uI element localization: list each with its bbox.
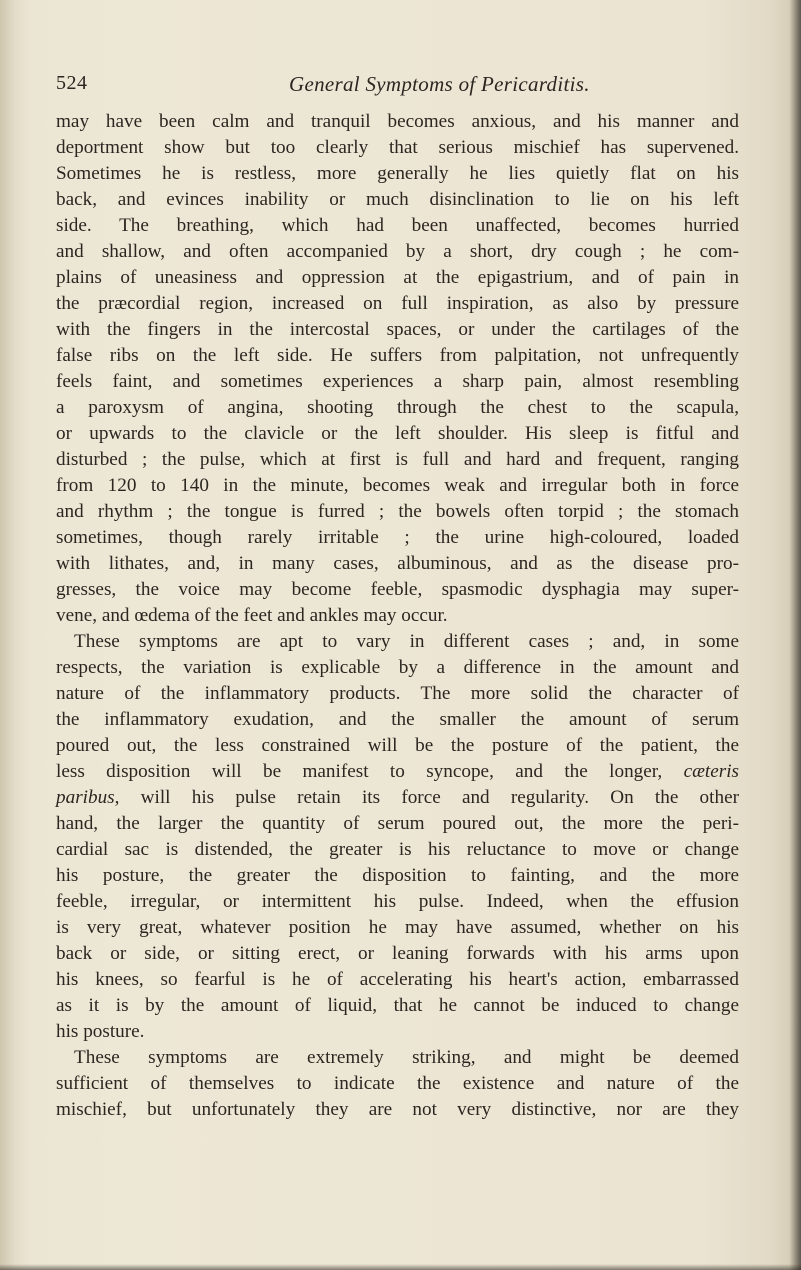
line-text: his posture. [56, 1021, 145, 1042]
line-text: and shallow, and often accompanied by a short, dry cough ; he com- [56, 241, 739, 262]
line-text: sufficient of themselves to indicate the existence and nature of the [56, 1073, 739, 1094]
text-line [56, 135, 739, 161]
text-line [56, 811, 739, 837]
text-line [56, 369, 739, 395]
line-text: is very great, whatever position he may have assumed, whether on his [56, 917, 739, 938]
text-line [56, 447, 739, 473]
line-text: sometimes, though rarely irritable ; the urine high-coloured, loaded [56, 527, 739, 548]
line-text: the inflammatory exudation, and the smaller the amount of serum [56, 709, 739, 730]
body-text [56, 109, 739, 1123]
line-text: vene, and œdema of the feet and ankles may occur. [56, 605, 448, 626]
line-text: disturbed ; the pulse, which at first is full and hard and frequent, ranging [56, 449, 739, 470]
line-text: may have been calm and tranquil becomes anxious, and his manner and [56, 111, 739, 132]
line-text: mischief, but unfortunately they are not very distinctive, nor are they [56, 1099, 739, 1120]
line-text: as it is by the amount of liquid, that he cannot be induced to change [56, 995, 739, 1016]
line-text: These symptoms are extremely striking, and might be deemed [74, 1047, 739, 1068]
text-line [56, 551, 739, 577]
line-text: nature of the inflammatory products. The more solid the character of [56, 683, 739, 704]
line-text: false ribs on the left side. He suffers from palpitation, not unfrequently [56, 345, 739, 366]
line-text: poured out, the less constrained will be the posture of the patient, the [56, 735, 739, 756]
text-line [56, 1097, 739, 1123]
text-line [56, 577, 739, 603]
line-text: These symptoms are apt to vary in different cases ; and, in some [74, 631, 739, 652]
text-line [56, 707, 739, 733]
line-text: feeble, irregular, or intermittent his pulse. Indeed, when the effusion [56, 891, 739, 912]
page-header [56, 72, 736, 102]
page-bottom-shadow [0, 1264, 801, 1270]
text-line [56, 161, 739, 187]
line-text: his knees, so fearful is he of accelerating his heart's action, embarrassed [56, 969, 739, 990]
line-text: or upwards to the clavicle or the left shoulder. His sleep is fitful and [56, 423, 739, 444]
line-text: from 120 to 140 in the minute, becomes weak and irregular both in force [56, 475, 739, 496]
line-text: his posture, the greater the disposition to fainting, and the more [56, 865, 739, 886]
text-line [56, 317, 739, 343]
line-text: less disposition will be manifest to syncope, and the longer, [56, 761, 663, 782]
line-text: plains of uneasiness and oppression at the epigastrium, and of pain in [56, 267, 739, 288]
text-line [56, 759, 739, 785]
text-line [56, 109, 739, 135]
line-text: respects, the variation is explicable by a difference in the amount and [56, 657, 739, 678]
text-line [56, 343, 739, 369]
text-line [56, 291, 739, 317]
text-line [56, 603, 739, 629]
text-line [56, 629, 739, 655]
text-line [56, 395, 739, 421]
page-right-edge [789, 0, 801, 1270]
text-line [56, 1071, 739, 1097]
line-text: side. The breathing, which had been unaffected, becomes hurried [56, 215, 739, 236]
italic-phrase: paribus [56, 787, 115, 808]
text-line [56, 915, 739, 941]
line-text: Sometimes he is restless, more generally he lies quietly flat on his [56, 163, 739, 184]
page-left-edge [0, 0, 14, 1270]
text-line [56, 499, 739, 525]
line-text: with lithates, and, in many cases, albuminous, and as the disease pro- [56, 553, 739, 574]
line-text: , will his pulse retain its force and regularity. On the other [114, 787, 739, 808]
text-line [56, 187, 739, 213]
line-text: gresses, the voice may become feeble, spasmodic dysphagia may super- [56, 579, 739, 600]
text-line [56, 889, 739, 915]
text-line [56, 1045, 739, 1071]
running-title: General Symptoms of Pericarditis. [289, 72, 590, 96]
line-text: the præcordial region, increased on full inspiration, as also by pressure [56, 293, 739, 314]
text-line [56, 239, 739, 265]
text-line [56, 967, 739, 993]
line-text: deportment show but too clearly that serious mischief has supervened. [56, 137, 739, 158]
page-number: 524 [56, 72, 88, 94]
italic-phrase: cæteris [683, 761, 739, 782]
text-line [56, 1019, 739, 1045]
text-line [56, 655, 739, 681]
line-text: back or side, or sitting erect, or leaning forwards with his arms upon [56, 943, 739, 964]
text-line [56, 681, 739, 707]
text-line [56, 837, 739, 863]
text-line [56, 265, 739, 291]
line-text: with the fingers in the intercostal spaces, or under the cartilages of the [56, 319, 739, 340]
line-text: hand, the larger the quantity of serum poured out, the more the peri- [56, 813, 739, 834]
text-line [56, 473, 739, 499]
line-text: feels faint, and sometimes experiences a sharp pain, almost resembling [56, 371, 739, 392]
line-text: a paroxysm of angina, shooting through the chest to the scapula, [56, 397, 739, 418]
line-text: cardial sac is distended, the greater is his reluctance to move or change [56, 839, 739, 860]
text-line [56, 993, 739, 1019]
text-line [56, 733, 739, 759]
text-line [56, 863, 739, 889]
text-line [56, 213, 739, 239]
line-text: and rhythm ; the tongue is furred ; the bowels often torpid ; the stomach [56, 501, 739, 522]
text-line [56, 421, 739, 447]
line-text: back, and evinces inability or much disinclination to lie on his left [56, 189, 739, 210]
text-line [56, 525, 739, 551]
text-line [56, 941, 739, 967]
text-line [56, 785, 739, 811]
